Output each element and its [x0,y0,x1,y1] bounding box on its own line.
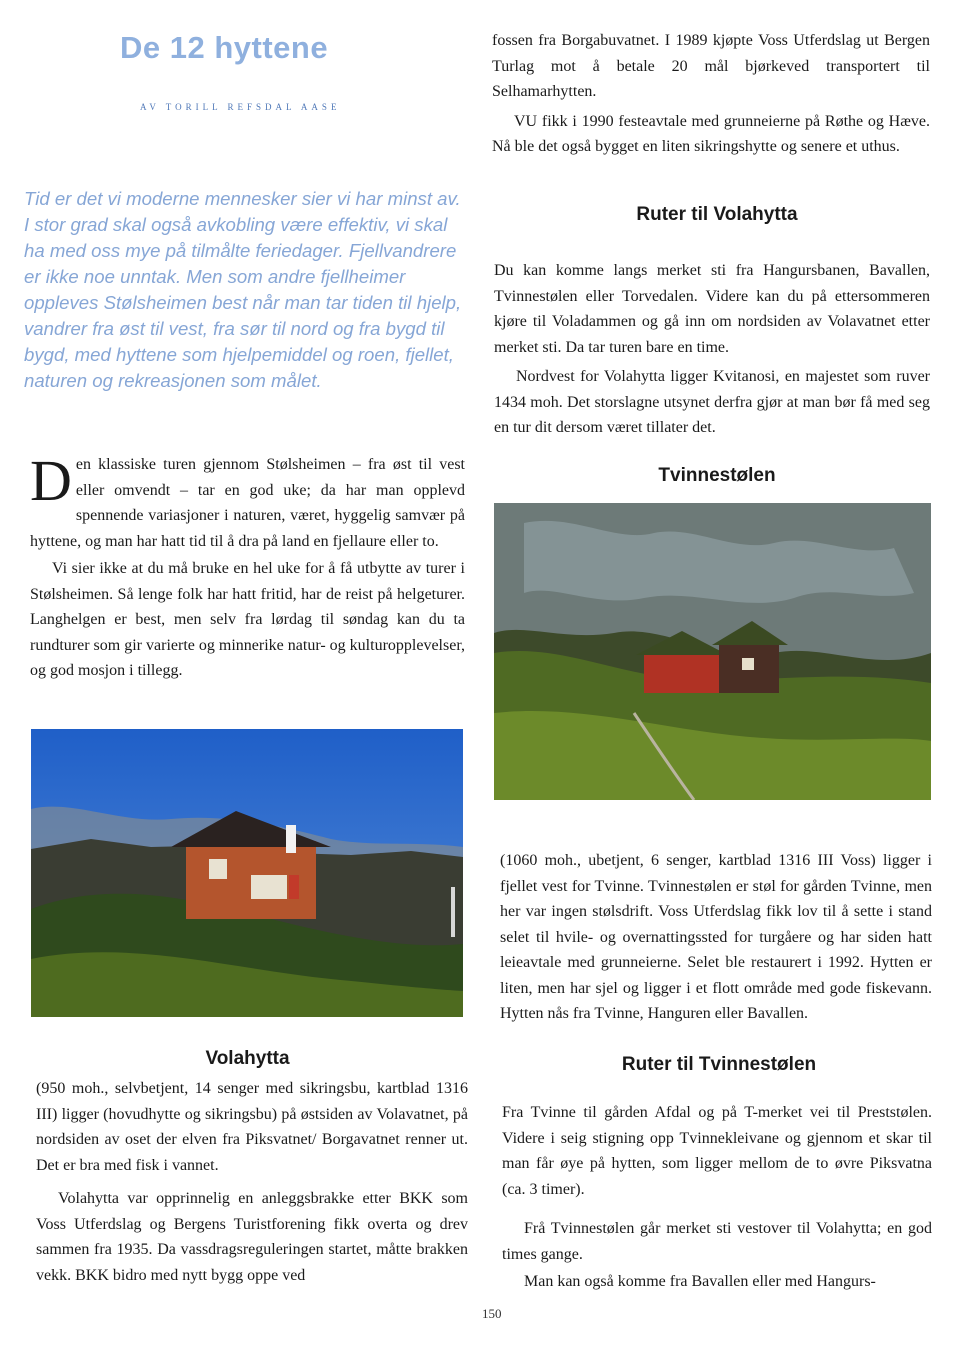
volahytta-paragraph-1: (950 moh., selvbetjent, 14 senger med sikringsbu, kartblad 1316 III) ligger (hovudhytte og sikringsbu) på østsiden av Volavatnet, på nordsiden av oset der elven fra Piksvatnet/ Borgavatnet renner ut. Det er bra med fisk i vannet. [36,1080,468,1174]
col2-paragraph-2: VU fikk i 1990 festeavtale med grunneierne på Røthe og Hæve. Nå ble det også bygget en liten sikringshytte og senere et uthus. [492,112,930,155]
page-number: 150 [482,1306,502,1321]
volahytta-body [36,1076,468,1288]
col2-top-body [492,28,930,160]
tvinnestolen-photo-illustration [494,503,931,800]
ruter-tvinnestolen-paragraph-3: Man kan også komme fra Bavallen eller med Hangurs- [524,1273,876,1290]
tvinnestolen-paragraph-1: (1060 moh., ubetjent, 6 senger, kartblad 1316 III Voss) ligger i fjellet vest for Tvinne. Tvinnestølen er støl for gården Tvinne, men her var ingen stølsdrift. Voss Utferdslag fikk lov til å sette i stand selet til hvile- og overnattingssted for turgåere og har siden hatt leieavtale med grunneierne. Selet ble restaurert i 1992. Hytten er liten, men har sjel og ligger i et flott område med gode fiskevann. Hytten nås fra Tvinne, Hanguren eller Bavallen. [500,852,932,1022]
heading-ruter-til-tvinnestolen: Ruter til Tvinnestølen [621,1054,817,1075]
photo-tvinnestolen [494,503,931,800]
photo-volahytta [31,729,463,1017]
col2-paragraph-1: fossen fra Borgabuvatnet. I 1989 kjøpte Voss Utferdslag ut Bergen Turlag mot å betale 20 mål bjørkeved transportert til Selhamarhytten. [492,32,930,100]
heading-ruter-til-volahytta: Ruter til Volahytta [636,204,798,225]
col1-paragraph-1-text: en klassiske turen gjennom Stølsheimen – fra øst til vest eller omvendt – tar en god uke; da har man opplevd spennende variasjoner i naturen, været, hyggelig samvær på hyttene, og man har hatt tid til å dra på land en fjellaure eller to. [30,456,465,550]
col1-body [30,448,465,684]
page-title: De 12 hyttene [120,30,329,65]
byline: AV TORILL REFSDAL AASE [140,102,341,112]
ruter-volahytta-paragraph-2: Nordvest for Volahytta ligger Kvitanosi, en majestet som ruver 1434 moh. Det storslagne utsynet derfra gjør at man bør få med seg en tur dit dersom været tillater det. [494,368,930,436]
ruter-volahytta-body [494,258,930,441]
tvinnestolen-body [500,848,932,1027]
heading-tvinnestolen: Tvinnestølen [658,465,776,486]
volahytta-photo-illustration [31,729,463,1017]
volahytta-paragraph-2: Volahytta var opprinnelig en anleggsbrakke etter BKK som Voss Utferdslag og Bergens Turistforening fikk overta og drev sammen fra 1935. Da vassdragsreguleringen startet, måtte brakken vekk. BKK bidro med nytt bygg oppe ved [36,1190,468,1284]
ruter-tvinnestolen-paragraph-1: Fra Tvinne til gården Afdal og på T-merket vei til Preststølen. Videre i seig stigning opp Tvinnekleivane og gjennom et skar til man får øye på hytten, som ligger mellom de to øvre Piksvatna (ca. 3 timer). [502,1104,932,1198]
ruter-tvinnestolen-paragraph-2: Frå Tvinnestølen går merket sti vestover til Volahytta; en god times gange. [502,1220,932,1263]
col1-paragraph-1 [30,448,465,554]
col1-paragraph-2: Vi sier ikke at du må bruke en hel uke for å få utbytte av turer i Stølsheimen. Så lenge folk har hatt fritid, har de reist på helgeturer. Langhelgen er best, men selv fra lørdag til søndag kan du ta rundturer som gir varierte og minnerike natur- og kulturopplevelser, og god mosjon i tillegg. [30,560,465,679]
intro-paragraph: Tid er det vi moderne mennesker sier vi har minst av. I stor grad skal også avkobling være effektiv, vi skal ha med oss mye på tilmålte feriedager. Fjellvandrere er ikke noe unntak. Men som andre fjellheimer oppleves Stølsheimen best når man tar tiden til hjelp, vandrer fra øst til vest, fra sør til nord og fra bygd til bygd, med hyttene som hjelpemiddel og roen, fjellet, naturen og rekreasjonen som målet. [24,188,462,391]
ruter-tvinnestolen-body [502,1100,932,1295]
ruter-volahytta-paragraph-1: Du kan komme langs merket sti fra Hangursbanen, Bavallen, Tvinnestølen eller Torvedalen. Videre kan du på ettersommeren kjøre til Voladammen og gå inn om nordsiden av Volavatnet etter merket sti. Da tar turen bare en time. [494,262,930,356]
heading-volahytta: Volahytta [205,1048,290,1069]
drop-cap: D [30,448,72,513]
